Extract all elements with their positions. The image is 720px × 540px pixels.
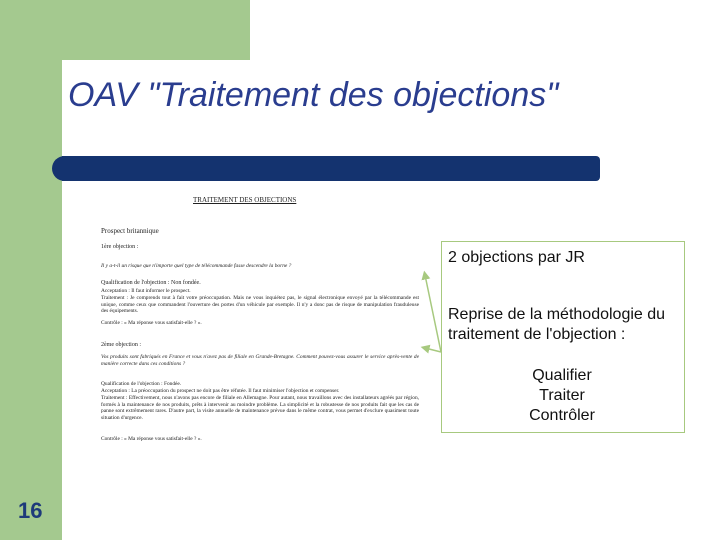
callout-step-treat: Traiter: [539, 387, 585, 404]
objection2-acceptation: Acceptation : La préoccupation du prospect ne doit pas être réfutée. Il faut minimiser l'objection et compenser.: [101, 388, 340, 394]
objection2-quote: Vos produits sont fabriqués en France et vous n'avez pas de filiale en Grande-Bretagne. Comment pouvez-vous assurer le service après-vente de manière correcte dans ces conditions ?: [101, 354, 419, 367]
objection1-acceptation: Acceptation : Il faut informer le prospect.: [101, 288, 191, 294]
callout-step-qualify: Qualifier: [532, 367, 592, 384]
callout-box: [441, 241, 685, 433]
objection1-control: Contrôle : « Ma réponse vous satisfait-elle ? ».: [101, 320, 202, 326]
callout-objections-count: 2 objections par JR: [448, 249, 585, 266]
page-number: 16: [18, 498, 43, 523]
objection1-qualification: Qualification de l'objection : Non fondée.: [101, 280, 201, 286]
objection2-control: Contrôle : « Ma réponse vous satisfait-elle ? ».: [101, 436, 202, 442]
prospect-label: Prospect britannique: [101, 227, 159, 235]
callout-methodology: Reprise de la méthodologie du traitement de l'objection :: [448, 306, 666, 343]
arrow-up-icon: [425, 275, 441, 352]
objection2-qualification: Qualification de l'objection : Fondée.: [101, 381, 182, 387]
document-title: TRAITEMENT DES OBJECTIONS: [193, 196, 297, 204]
objection1-quote: Il y a-t-il un risque que n'importe quel type de télécommande fasse descendre la borne ?: [101, 263, 292, 269]
objection2-treatment: Traitement : Effectivement, nous n'avons pas encore de filiale en Allemagne. Pour autant, nous travaillons avec des installateurs agréés par région, formés à la maintenance de nos produits, prêts à intervenir au moindre problème. La simplicité et la robustesse de nos produits fait que les cas de panne sont extrêmement rares. D'autre part, la visite annuelle de maintenance prévue dans le même contrat, vous permet d'exclure quasiment toute situation d'urgence.: [101, 395, 419, 421]
objection1-heading: 1ère objection :: [101, 244, 139, 250]
callout-step-control: Contrôler: [529, 407, 595, 424]
objection2-heading: 2ème objection :: [101, 342, 141, 348]
arrow-down-icon: [425, 348, 441, 352]
slide-title: OAV "Traitement des objections": [68, 76, 559, 114]
objection1-treatment: Traitement : Je comprends tout à fait votre préoccupation. Mais ne vous inquiétez pas, le signal électronique envoyé par la télécommande est unique, comme ceux que commandent l'ouverture des portes d'un véhicule par exemple. Il n'y a donc pas de risque de manipulation frauduleuse des équipements.: [101, 295, 419, 315]
